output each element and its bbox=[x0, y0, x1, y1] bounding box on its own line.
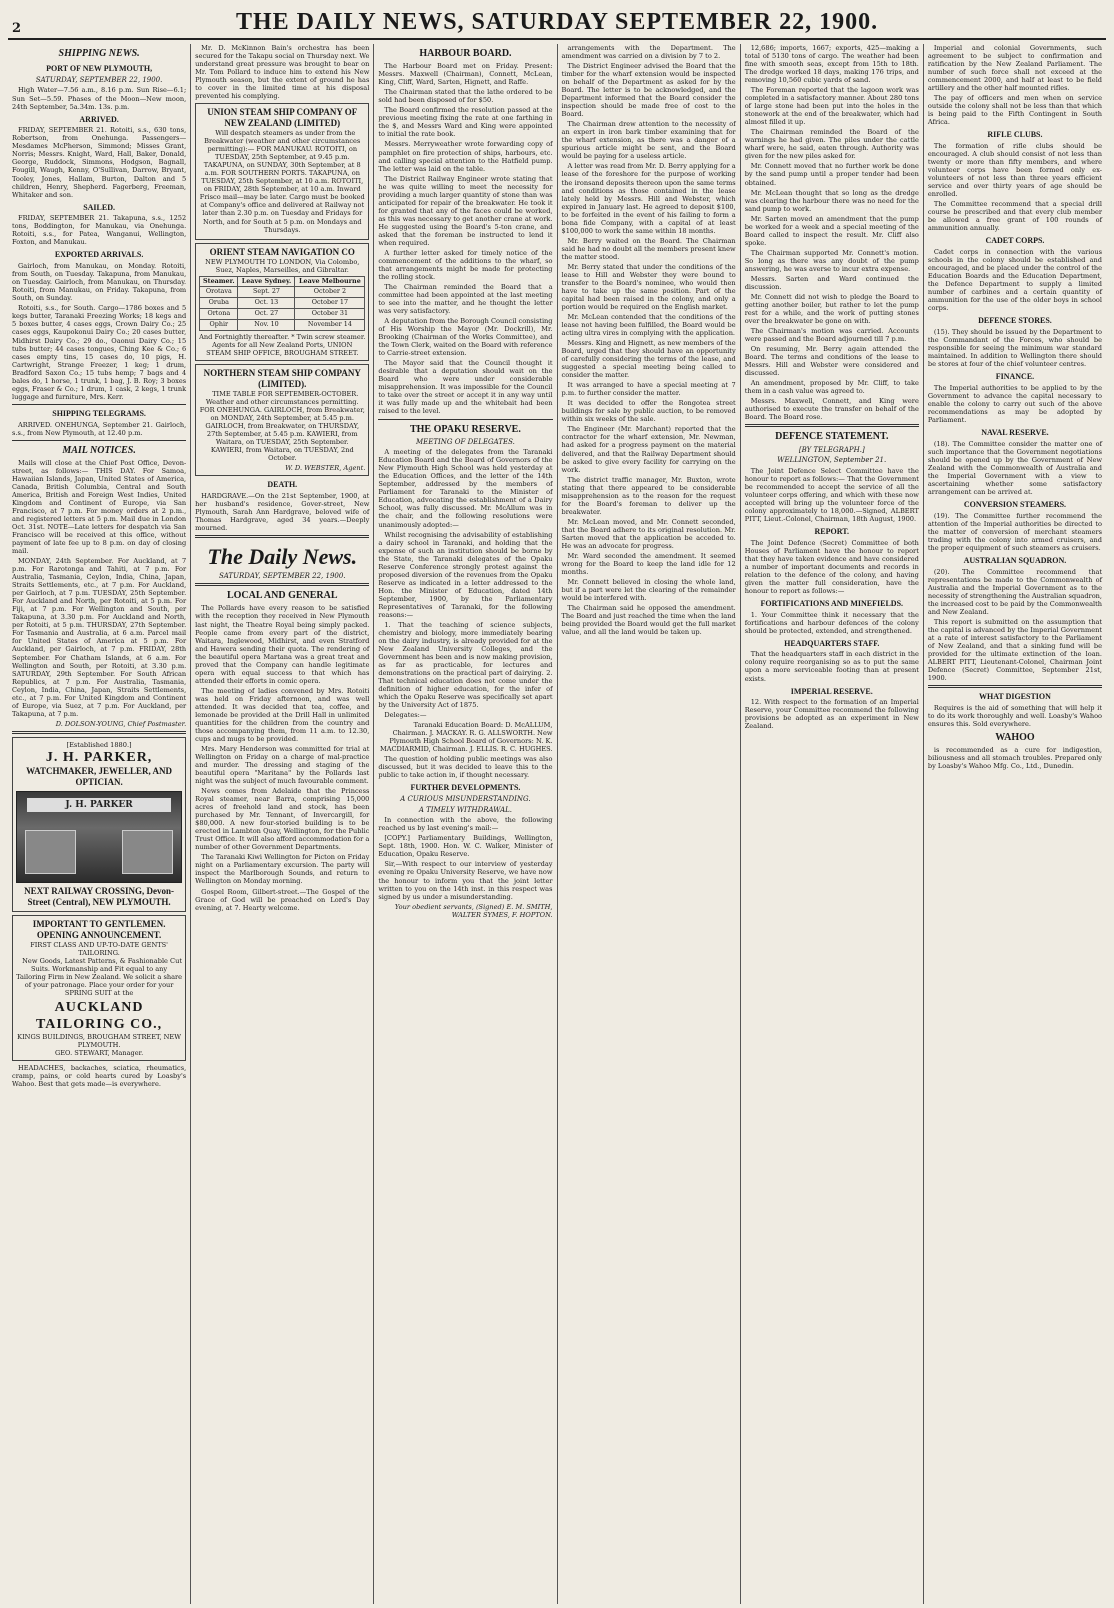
column-5 bbox=[740, 44, 923, 1604]
imperial-reserve-heading: IMPERIAL RESERVE. bbox=[790, 686, 873, 696]
table-cell: Nov. 10 bbox=[238, 319, 295, 330]
local-paragraph: The Pollards have every reason to be satisfied with the reception they received in New Plymouth last night, the Theatre Royal being simply packed. People came from every part of the district, Waitara, Inglewood, Midhirst, and even Stratford and Hawera sending their quota. The rendering of the beautiful opera Martana was a great treat and proved that the Company can handle legitimate opera with equal success to that which has attended their efforts in comic opera. bbox=[195, 604, 370, 685]
table-cell: Oct. 27 bbox=[238, 309, 295, 320]
union-text: Will despatch steamers as under from the Breakwater (weather and other circumstances permitting):— FOR MANUKAU. ROTOITI, on TUESDAY, 25th September, at 9.45 p.m. TAKAPUNA, on SUNDAY, 30th September, at 8 a.m. FOR SOUTHERN PORTS. TAKAPUNA, on TUESDAY, 25th September, at 10 a.m. ROTOITI, on FRIDAY, 28th September, at 10 a.m. Inward Frisco mail—may be later. Cargo must be booked at Company's office and delivered at Railway not later than 2.30 p.m. on Tuesday and Fridays for North, and for South at 5 p.m. on Mondays and Thursdays. bbox=[199, 129, 365, 234]
table-cell: Oct. 13 bbox=[238, 298, 295, 309]
table-cell: October 2 bbox=[295, 287, 365, 298]
table-row bbox=[200, 298, 365, 309]
report-heading: REPORT. bbox=[814, 526, 849, 536]
tailor-first-class: FIRST CLASS AND UP-TO-DATE GENTS' TAILORING. bbox=[30, 940, 168, 957]
shop-sign: J. H. PARKER bbox=[27, 798, 171, 812]
harbour-continued: arrangements with the Department. The amendment was carried on a division by 7 to 2. bbox=[561, 44, 736, 61]
orient-sailing-table bbox=[199, 276, 365, 331]
fortifications-paragraph: 1. Your Committee think it necessary that the fortifications and harbour defences of the colony should be protected, extended, and strengthened. bbox=[744, 610, 919, 635]
harbour-continued: Mr. McLean contended that the conditions of the lease not having been fulfilled, the Board would be acting ultra vires in complying with the application. bbox=[561, 313, 736, 338]
squadron-heading: AUSTRALIAN SQUADRON. bbox=[963, 556, 1067, 566]
shop-window-right bbox=[122, 830, 173, 874]
further-paragraph: Sir,—With respect to our interview of yesterday evening re Opaku University Reserve, we have now the honour to inform you that the joint letter written to you on the 14th inst. in this respect was signed by us under a misunderstanding. bbox=[378, 860, 553, 901]
defence-paragraph: The Joint Defence Select Committee have the honour to report as follows:— That the Government be recommended to accept the service of all the volunteer corps offering, and which with these now accepted will bring up the volunteer force of the colony approximately to 18,000.—Signed, ALBERT PITT, Lieut.-Colonel, Chairman, 18th August, 1900. bbox=[744, 466, 919, 523]
harbour-continued: An amendment, proposed by Mr. Cliff, to take them in a cash value was agreed to. bbox=[744, 379, 919, 396]
orient-subheading: NEW PLYMOUTH TO LONDON, Via Colombo, Suez, Naples, Marseilles, and Gibraltar. bbox=[205, 257, 360, 274]
northern-agent: W. D. WEBSTER, Agent. bbox=[285, 463, 366, 472]
harbour-paragraph: The Chairman stated that the lathe ordered to be sold had been disposed of for $50. bbox=[378, 88, 553, 105]
harbour-heading: HARBOUR BOARD. bbox=[419, 48, 512, 59]
table-header-row bbox=[200, 276, 365, 287]
local-paragraph: The meeting of ladies convened by Mrs. Rotoiti was held on Friday afternoon, and was well attended. It was decided that tea, coffee, and lemonade be provided at the Drill Hall in unlimited quantities for the children from the country and those accompanying them, from 11 a.m. to 12.30, cups and mugs to be provided. bbox=[195, 686, 370, 743]
harbour-continued: Mr. Connett did not wish to pledge the Board to getting another boiler, but rather to let the pump rest for a while, and the work of putting stones over the breakwater be gone on with. bbox=[744, 292, 919, 325]
telegrams-text: ARRIVED. ONEHUNGA, September 21. Gairloch, s.s., from New Plymouth, at 12.40 p.m. bbox=[12, 420, 187, 437]
column-4 bbox=[557, 44, 740, 1604]
cadet-corps-paragraph: Cadet corps in connection with the various schools in the colony should be established and encouraged, and be placed under the control of the Education Boards and the Education Department, the Defence Department to supply a limited number of carbines and a certain quantity of ammunition for the use of the older boys in school corps. bbox=[927, 248, 1103, 313]
tailor-name: AUCKLAND TAILORING CO., bbox=[36, 999, 163, 1032]
harbour-continued: The Chairman reminded the Board of the warnings he had given. The piles under the cattle wharf were, he said, eaten through. Authority was given for the new piles asked for. bbox=[744, 128, 919, 161]
tailor-body: New Goods, Latest Patterns, & Fashionable Cut Suits. Workmanship and Fit equal to any Tailoring Firm in New Zealand. We solicit a share of your patronage. Place your order for your SPRING SUIT at the bbox=[16, 956, 183, 997]
harbour-continued: Mr. Ward seconded the amendment. It seemed wrong for the Board to keep the land idle for 12 months. bbox=[561, 551, 736, 576]
conversion-paragraph: (19). The Committee further recommend the attention of the Imperial authorities be directed to the matter of conversion of merchant steamers trading with the colony into armed cruisers, and the proper equipment of such steamers as cruisers. bbox=[927, 511, 1103, 553]
finance-paragraph: The Imperial authorities to be applied to by the Government to advance the capital necessary to enable the colony to carry out such of the above recommendations as may be adopted by Parliament. bbox=[927, 384, 1103, 425]
letter-signatories: Your obedient servants, (Signed) E. M. SMITH, WALTER SYMES, F. HOPTON. bbox=[394, 902, 553, 919]
naval-reserve-heading: NAVAL RESERVE. bbox=[981, 428, 1049, 438]
tailor-manager: GEO. STEWART, Manager. bbox=[54, 1049, 144, 1058]
parker-trade: WATCHMAKER, JEWELLER, AND OPTICIAN. bbox=[26, 765, 173, 787]
telegrams-heading: SHIPPING TELEGRAMS. bbox=[52, 408, 146, 418]
table-row bbox=[200, 287, 365, 298]
harbour-continued: Mr. Sarten moved an amendment that the pump be worked for a week and a special meeting of the Board called to inspect the result. Mr. Cliff also spoke. bbox=[744, 214, 919, 247]
paper-title: The Daily News. bbox=[207, 543, 358, 569]
table-header: Leave Sydney. bbox=[238, 276, 295, 287]
local-paragraph: Mrs. Mary Henderson was committed for trial at Wellington on Friday on a charge of mal-practice and murder. The dressing and staging of the beautiful opera "Maritana" by the Pollards last night was the subject of much favourable comment. bbox=[195, 744, 370, 786]
delegates-list: Taranaki Education Board: D. McALLUM, Chairman. J. MACKAY. R. G. ALLSWORTH. New Plymouth High School Board of Governors: N. K. MACDIARMID, Chairman. J. ELLIS. R. C. HUGHES. bbox=[379, 721, 553, 754]
mail-text: Mails will close at the Chief Post Office, Devon-street, as follows:— THIS DAY. For Samoa, Hawaiian Islands, Japan, United States of America, Canada, British Columbia, Central and South America, British and Foreign West Indies, United Kingdom and Continent of Europe, via San Francisco, at 7 p.m. For money orders at 2 p.m., and registered letters at 5 p.m. Mail due in London Oct. 31st. NOTE—Late letters for despatch via San Francisco will be received at this office, without payment of late fee up to 8 p.m. on day of closing mail. bbox=[12, 458, 187, 556]
exports-text: Rotoiti, s.s., for South. Cargo—1786 boxes and 5 kegs butter, Taranaki Freezing Works; 18 kegs and 5 boxes butter, 4 cases eggs, Crown Dairy Co.; 25 cases eggs, Kaupokonui Dairy Co.; 20 cases butter, Midhirst Dairy Co.; 29 do., Oaonui Dairy Co.; 15 tubs butter; 44 cases tongues, Ching Kee & Co.; 6 cases empty tins, 15 cases do, 10 pigs, H. Cartwright, Strange Freezer, 1 keg; 1 drum, Bradford Saxon Co.; 15 tubs hemp; 7 bags and 4 bales do, 1 horse, 1 trunk, 1 bag, J. B. Roy; 3 boxes eggs, Fraser & Co.; 1 drum, 1 cask, 2 kegs, 1 trunk luggage and furniture, Mrs. Kerr. bbox=[12, 304, 187, 401]
harbour-continued: Mr. McLean thought that so long as the dredge was clearing the harbour there was no need for the sand pump to work. bbox=[744, 188, 919, 213]
opaku-paragraph: The question of holding public meetings was also discussed, but it was decided to leave this to the public to take action in, if thought necessary. bbox=[378, 755, 553, 780]
harbour-paragraph: The Chairman reminded the Board that a committee had been appointed at the last meeting to see into the matter, and he thought the letter was very satisfactory. bbox=[378, 283, 553, 316]
northern-text: TIME TABLE FOR SEPTEMBER-OCTOBER. Weather and other circumstances permitting. FOR ONEHUNGA. GAIRLOCH, from Breakwater, on MONDAY, 24th September, at 5.45 p.m. GAIRLOCH, from Breakwater, on THURSDAY, 27th September, at 5.45 p.m. KAWIERI, from Waitara, on TUESDAY, 25th September. KAWIERI, from Waitara, on TUESDAY, 2nd October. bbox=[199, 389, 365, 462]
harbour-paragraph: Messrs. Merryweather wrote forwarding copy of pamphlet on fire protection of ships, harbours, etc. and calling special attention to the Hatfield pump. The letter was laid on the table. bbox=[378, 140, 553, 173]
column-2 bbox=[190, 44, 373, 1604]
tailor-heading: IMPORTANT TO GENTLEMEN. bbox=[32, 918, 166, 929]
newspaper-title: THE DAILY NEWS, SATURDAY SEPTEMBER 22, 1900. bbox=[235, 9, 879, 35]
mail-heading: MAIL NOTICES. bbox=[62, 444, 136, 456]
northern-advert bbox=[195, 364, 369, 476]
table-cell: Ortona bbox=[200, 309, 238, 320]
opaku-paragraph: Whilst recognising the advisability of establishing a dairy school in Taranaki, and holding that the expense of such an institution should be borne by the State, the Taranaki delegates of the Opaku Reserve Conference strongly protest against the proposed diversion of the revenues from the Opaku Reserve as indicated in a letter addressed to the Hon. the Minister of Education, dated 14th September, 1900, by the Parliamentary Representatives of Taranaki, for the following reasons:— bbox=[378, 530, 553, 619]
tailor-advert bbox=[12, 915, 186, 1061]
local-paragraph: News comes from Adelaide that the Princess Royal steamer, near Barra, comprising 15,000 acres of freehold land and stock, has been purchased by Mr. Tennant, of Invercargill, for $80,000. A new four-storied building is to be erected in Lambton Quay, Wellington, for the Public Trust Office. It will also afford accommodation for a number of other Government Departments. bbox=[195, 787, 370, 852]
table-header: Leave Melbourne bbox=[295, 276, 365, 287]
defence-stores-paragraph: (15). They should be issued by the Department to the Commandant of the Forces, who should be responsible for seeing the minimum war standard maintained. In addition to Wellington there should be stores at four of the chief volunteer centres. bbox=[927, 328, 1103, 369]
masthead bbox=[8, 6, 1106, 40]
misunderstanding-heading: A CURIOUS MISUNDERSTANDING. bbox=[400, 795, 531, 804]
harbour-continued: On resuming, Mr. Berry again attended the Board. The terms and conditions of the lease to Messrs. Hill and Webster were considered and discussed. bbox=[744, 345, 919, 378]
wahoo-paragraph: Requires is the aid of something that will help it to do its work thoroughly and well. Loasby's Wahoo ensures this. Sold everywhere. bbox=[927, 704, 1103, 729]
mail-times: MONDAY, 24th September. For Auckland, at 7 p.m. For Rarotonga and Tahiti, at 7 p.m. For Australia, Tasmania, Ceylon, India, China, Japan, Straits Settlements, etc., at 7 p.m. For Auckland, per Gairloch, at 7 p.m. TUESDAY, 25th September. For Auckland and North, per Rotoiti, at 5 p.m. For Fiji, at 7 p.m. For Wellington and South, per Takapuna, at 3.30 p.m. For Auckland and North, per Rotoiti, at 5 p.m. THURSDAY, 27th September. For Tasmania and Australia, at 6 a.m. Parcel mail for United States of America at 5 p.m. For Auckland, per Gairloch, at 7 p.m. FRIDAY, 28th September. For Chatham Islands, at 6 a.m. For Wellington and South, per Rotoiti, at 3.30 p.m. SATURDAY, 29th September. For South African Republics, at 7 p.m. For Australia, Tasmania, Ceylon, India, China, Japan, Straits Settlements, etc., at 7 p.m. For United Kingdom and Continent of Europe, via Suez, at 7 p.m. For Auckland, per Takapuna, at 7 p.m. bbox=[12, 557, 187, 718]
death-heading: DEATH. bbox=[267, 480, 298, 489]
defence-continued: The pay of officers and men when on service outside the colony shall not be less than that which is being paid to the Fifth Contingent in South Africa. bbox=[927, 94, 1103, 127]
page-number: 2 bbox=[12, 21, 22, 36]
parker-name: J. H. PARKER, bbox=[45, 749, 153, 765]
table-cell: Orotava bbox=[200, 287, 238, 298]
northern-heading: NORTHERN STEAM SHIP COMPANY (LIMITED). bbox=[203, 367, 361, 389]
cadet-corps-heading: CADET CORPS. bbox=[985, 236, 1045, 246]
columns bbox=[8, 44, 1106, 1604]
orient-advert bbox=[195, 243, 369, 361]
opaku-heading: THE OPAKU RESERVE. bbox=[409, 423, 521, 435]
opaku-subheading: MEETING OF DELEGATES. bbox=[415, 437, 515, 446]
withdrawal-heading: A TIMELY WITHDRAWAL. bbox=[418, 805, 513, 814]
harbour-continued: The Chairman's motion was carried. Accounts were passed and the Board adjourned till 7 p.m. bbox=[744, 327, 919, 344]
harbour-continued: Mr. McLean moved, and Mr. Connett seconded, that the Board adhere to its original resolution. Mr. Sarten moved that the application be acceded to. He was an advocate for progress. bbox=[561, 517, 736, 550]
local-paragraph: The Taranaki Kiwi Wellington for Picton on Friday night on a Parliamentary excursion. The party will inspect the Marlborough Sounds, and return to Wellington on Monday morning. bbox=[195, 853, 370, 886]
parker-advert bbox=[12, 737, 186, 912]
wahoo-heading: WHAT DIGESTION bbox=[978, 692, 1051, 702]
wahoo-paragraph: is recommended as a cure for indigestion, biliousness and all stomach troubles. Prepared only by Loasby's Wahoo Mfg. Co., Ltd., Dunedin. bbox=[927, 746, 1103, 771]
harbour-continued: Mr. Connett moved that no further work be done by the sand pump until a proper tender had been obtained. bbox=[744, 162, 919, 187]
column-3 bbox=[373, 44, 556, 1604]
harbour-continued: The Engineer (Mr. Marchant) reported that the contractor for the wharf extension, Mr. Newman, had asked for a progress payment on the material delivered, and that the Railway Department should be asked to give every facility for carrying on the work. bbox=[561, 425, 736, 474]
arrived-heading: ARRIVED. bbox=[79, 114, 119, 124]
harbour-continued: The District Engineer advised the Board that the timber for the wharf extension would be inspected on behalf of the Department as asked for by the Board. The letter is to be acknowledged, and the Department informed that the Board consider the inspection should be made free of cost to the Board. bbox=[561, 62, 736, 119]
conversion-heading: CONVERSION STEAMERS. bbox=[963, 500, 1067, 510]
report-paragraph: The Joint Defence (Secret) Committee of both Houses of Parliament have the honour to report that they have taken evidence and have considered a number of important documents and records in relation to the defence of the colony, and having given the matter full consideration, have the honour to report as follows:— bbox=[744, 538, 919, 595]
local-heading: LOCAL AND GENERAL bbox=[226, 590, 338, 602]
union-heading: UNION STEAM SHIP COMPANY OF NEW ZEALAND (LIMITED) bbox=[207, 107, 358, 129]
table-row bbox=[200, 309, 365, 320]
shopfront-illustration bbox=[16, 791, 182, 883]
squadron-paragraph: This report is submitted on the assumption that the capital is advanced by the Imperial Government at a rate of interest satisfactory to the Parliament of New Zealand, and that a sinking fund will be provided for the ultimate extinction of the loan. ALBERT PITT, Lieutenant-Colonel, Chairman Joint Defence (Secret) Committee, September 21st, 1900. bbox=[927, 618, 1103, 683]
table-cell: October 31 bbox=[295, 309, 365, 320]
harbour-continued: The Chairman drew attention to the necessity of an expert in iron bark timber examining that for the wharf extension, as there was a danger of a spurious article might be sent, and the Board would be paying for a useless article. bbox=[561, 120, 736, 161]
further-paragraph: In connection with the above, the following reached us by last evening's mail:— bbox=[378, 816, 553, 833]
harbour-continued: Mr. Berry stated that under the conditions of the lease to Hill and Webster they were bound to transfer to the Board's nominee, who would then have to take up the same position. Part of the capital had been raised in the colony, and only a portion would be required on the English market. bbox=[561, 262, 736, 311]
column-1 bbox=[8, 44, 190, 1604]
harbour-continued: It was arranged to have a special meeting at 7 p.m. to further consider the matter. bbox=[561, 381, 736, 398]
rifle-clubs-paragraph: The Committee recommend that a special drill course be prescribed and that every club member be allowed a free grant of 100 rounds of ammunition annually. bbox=[927, 200, 1103, 233]
headquarters-heading: HEADQUARTERS STAFF. bbox=[784, 638, 880, 648]
table-cell: October 17 bbox=[295, 298, 365, 309]
rifle-clubs-paragraph: The formation of rifle clubs should be encouraged. A club should consist of not less than twenty or more than fifty members, and where volunteer corps have been formed only ex-volunteers of not less than three years efficient service and over thirty years of age should be enrolled. bbox=[927, 142, 1103, 199]
shop-window-left bbox=[25, 830, 76, 874]
expected-heading: EXPORTED ARRIVALS. bbox=[54, 250, 144, 260]
harbour-continued: Mr. Berry waited on the Board. The Chairman said he had no doubt all the members present knew the matter stood. bbox=[561, 236, 736, 261]
tailor-address: KINGS BUILDINGS, BROUGHAM STREET, NEW PLYMOUTH. bbox=[17, 1033, 182, 1050]
headache-advert: HEADACHES, backaches, sciatica, rheumatics, cramp, pains, or cold hearts cured by Loasby's Wahoo. Best that gets made—is everywhere. bbox=[12, 1064, 187, 1089]
table-cell: Oruba bbox=[200, 298, 238, 309]
table-cell: Ophir bbox=[200, 319, 238, 330]
orient-note: And Fortnightly thereafter. * Twin screw steamer. Agents for all New Zealand Ports, UNION STEAM SHIP OFFICE, BROUGHAM STREET. bbox=[199, 332, 366, 357]
defence-stores-heading: DEFENCE STORES. bbox=[978, 316, 1052, 326]
defence-telegraph: [BY TELEGRAPH.] bbox=[798, 445, 865, 454]
column-6 bbox=[923, 44, 1106, 1604]
parker-established: [Established 1880.] bbox=[66, 740, 132, 749]
orchestra-paragraph: Mr. D. McKinnon Bain's orchestra has been secured for the Takapu social on Thursday next. We understand great pressure was brought to bear on Mr. Tom Pollard to induce him to extend his New Plymouth season, but the extent of ground he has to cover in the limited time at his disposal prevented his complying. bbox=[195, 44, 370, 101]
paper-date: SATURDAY, SEPTEMBER 22, 1900. bbox=[218, 571, 346, 580]
defence-heading: DEFENCE STATEMENT. bbox=[775, 431, 889, 443]
union-steam-advert bbox=[195, 103, 369, 239]
expected-text: Gairloch, from Manukau, on Monday. Rotoiti, from South, on Tuesday. Takapuna, from Manukau, on Tuesday. Gairloch, from Manukau, on Thursday. Rotoiti, from Manukau, on Friday. Takapuna, from South, on Sunday. bbox=[12, 262, 187, 303]
opaku-paragraph: A meeting of the delegates from the Taranaki Education Board and the Board of Governors of the New Plymouth High School was held yesterday at the Education Offices, and the letter of the 14th September, addressed by the members of Parliament for Taranaki to the Minister of Education, advocating the establishment of a Dairy School, was fully discussed. Mr. McAllum was in the chair, and the following resolutions were unanimously adopted:— bbox=[378, 448, 553, 529]
naval-reserve-paragraph: (18). The Committee consider the matter one of such importance that the Government negotiations should be opened up by the Government of New Zealand with the Commonwealth of Australia and the Imperial Government with a view to ascertaining whether some satisfactory arrangement can be arrived at. bbox=[927, 439, 1103, 497]
table-row bbox=[200, 319, 365, 330]
parker-address: NEXT RAILWAY CROSSING, Devon-Street (Central), NEW PLYMOUTH. bbox=[24, 885, 175, 907]
imperial-reserve-paragraph: 12. With respect to the formation of an Imperial Reserve, your Committee recommend the following provisions be adopted as an experiment in New Zealand. bbox=[744, 698, 919, 731]
sailed-heading: SAILED. bbox=[83, 202, 115, 212]
harbour-paragraph: The District Railway Engineer wrote stating that he was quite willing to meet the necessity for providing a much larger quantity of stone than was anticipated for repair of the breakwater. He took it for granted that any of the faces could be worked, as this was necessary to get another crane at work. He suggested using the Board's 5-ton crane, and asked that the foreman be instructed to lend it when required. bbox=[378, 174, 553, 247]
opaku-paragraph: 1. That the teaching of science subjects, chemistry and biology, more immediately bearing on the dairy industry, is already provided for at the New Zealand University Colleges, and the Government has been and is now making provision, as far as practicable, for lectures and demonstrations on the practical part of dairying. 2. That technical education does not come under the definition of higher education, for the infer of which the Opaku Reserve was specifically set apart by the University Act of 1875. bbox=[378, 620, 553, 710]
further-heading: FURTHER DEVELOPMENTS. bbox=[410, 783, 521, 793]
harbour-paragraph: A further letter asked for timely notice of the commencement of the additions to the wharf, so that arrangements might be made for protecting the rolling stock. bbox=[378, 248, 553, 281]
port-heading: PORT OF NEW PLYMOUTH, bbox=[46, 64, 153, 74]
shipping-heading: SHIPPING NEWS. bbox=[58, 48, 140, 59]
shipping-date: SATURDAY, SEPTEMBER 22, 1900. bbox=[35, 75, 163, 84]
fortifications-heading: FORTIFICATIONS AND MINEFIELDS. bbox=[760, 598, 904, 608]
harbour-continued: The district traffic manager, Mr. Buxton, wrote stating that there appeared to be considerable misapprehension as to the reason for the request for the Board's foreman to deliver up the breakwater. bbox=[561, 475, 736, 516]
harbour-continued: It was decided to offer the Rongotea street buildings for sale by public auction, to be removed within six weeks of the sale. bbox=[561, 399, 736, 424]
harbour-continued: 12,686; imports, 1667; exports, 425—making a total of 5130 tons of cargo. The weather had been fine with smooth seas, except from 15th to 18th. The dredge worked 18 days, making 176 trips, and removing 10,560 cubic yards of sand. bbox=[744, 44, 919, 85]
harbour-continued: A letter was read from Mr. D. Berry applying for a lease of the foreshore for the purpose of working the ironsand deposits thereon upon the same terms and conditions as those contained in the lease lately held by Messrs. Hill and Webster, which expired in January last. He agreed to deposit $100, to be forfeited in the event of his failing to form a bona fide Company, with a capital of at least $100,000 to work the same within 18 months. bbox=[561, 162, 736, 235]
table-cell: Sept. 27 bbox=[238, 287, 295, 298]
harbour-continued: Messrs. Sarten and Ward continued the discussion. bbox=[744, 274, 919, 291]
defence-continued: Imperial and colonial Governments, such agreement to be subject to confirmation and ratification by the New Zealand Parliament. The number of such force shall not exceed at the commencement 2000, and half at least to be field artillery and the other half mounted rifles. bbox=[927, 44, 1103, 93]
tides: High Water—7.56 a.m., 8.16 p.m. Sun Rise—6.1; Sun Set—5.59. Phases of the Moon—New moon, 24th September, 5a.34m. 13s. p.m. bbox=[12, 86, 187, 111]
local-paragraph: Gospel Room, Gilbert-street.—The Gospel of the Grace of God will be preached on Lord's Day evening, at 7. Hearty welcome. bbox=[195, 887, 370, 912]
tailor-opening: OPENING ANNOUNCEMENT. bbox=[36, 929, 162, 940]
copy-letter-header: [COPY.] Parliamentary Buildings, Wellington, Sept. 18th, 1900. Hon. W. C. Walker, Minister of Education, Opaku Reserve. bbox=[378, 834, 553, 859]
headquarters-paragraph: That the headquarters staff in each district in the colony require reorganising so as to put the same upon a more serviceable footing than at present exists. bbox=[744, 650, 919, 683]
arrived-text: FRIDAY, SEPTEMBER 21. Rotoiti, s.s., 630 tons, Robertson, from Onehunga. Passengers—Mesdames McPherson, Simmond; Misses Grant, Norris; Messrs. Knight, Ward, Hall, Baker, Donald, George, Ruddock, Simmons, Hodgson, Bagnall, Fougill, Waugh, Kenny, O'Sullivan, Darrow, Bryant, Tooley, Jones, Hallam, Burton, Dalton and 5 children, Henry, Shepherd. Fagerberg, Freeman, Whitaker and son. bbox=[12, 126, 187, 199]
squadron-paragraph: (20). The Committee recommend that representations be made to the Commonwealth of Australia and the Imperial Government as to the necessity of strengthening the Australian squadron, the increased cost to be paid by the Commonwealth and New Zealand. bbox=[927, 567, 1103, 616]
table-header: Steamer. bbox=[200, 276, 238, 287]
delegates-heading: Delegates:— bbox=[384, 711, 427, 720]
harbour-continued: The Chairman said he opposed the amendment. The Board and just reached the time when the land being provided the Board would get the full market value, and all the land would be taken up. bbox=[561, 604, 736, 637]
rifle-clubs-heading: RIFLE CLUBS. bbox=[987, 130, 1043, 140]
harbour-continued: The Chairman supported Mr. Connett's motion. So long as there was any doubt of the pump answering, he was averse to incur extra expense. bbox=[744, 248, 919, 273]
harbour-continued: Messrs. King and Hignett, as new members of the Board, urged that they should have an opportunity of carefully considering the terms of the lease, and suggested a special meeting being called to consider the matter. bbox=[561, 339, 736, 380]
harbour-paragraph: The Board confirmed the resolution passed at the previous meeting fixing the rate at one farthing in the $, and Messrs Ward and King were appointed to initial the rate book. bbox=[378, 106, 553, 139]
harbour-paragraph: The Harbour Board met on Friday. Present: Messrs. Maxwell (Chairman), Connett, McLean, King, Cliff, Ward, Sarten, Hignett, and Raffe. bbox=[378, 62, 553, 87]
harbour-continued: The Foreman reported that the lagoon work was completed in a satisfactory manner. About 280 tons of large stone had been put into the holes in the stonework at the end of the breakwater, which had almost filled it up. bbox=[744, 86, 919, 127]
defence-dateline: WELLINGTON, September 21. bbox=[777, 456, 887, 465]
table-cell: November 14 bbox=[295, 319, 365, 330]
harbour-paragraph: The Mayor said that the Council thought it desirable that a deputation should wait on the Board who were under considerable misapprehension. It was impossible for the Council to take over the street or accept it in any way until it was fully made up and the whitebait had been raised to the level. bbox=[378, 359, 553, 416]
harbour-continued: Mr. Connett believed in closing the whole land, but if a part were let the clearing of the remainder would be interfered with. bbox=[561, 577, 736, 603]
sailed-text: FRIDAY, SEPTEMBER 21. Takapuna, s.s., 1252 tons, Boddington, for Manukau, via Onehunga. Rotoiti, s.s., for Patea, Wanganui, Wellington, Foxton, and Manukau. bbox=[12, 214, 187, 247]
finance-heading: FINANCE. bbox=[995, 372, 1035, 382]
death-notice: HARDGRAVE.—On the 21st September, 1900, at her husband's residence, Gover-street, New Plymouth, Sarah Ann Hardgrave, beloved wife of Thomas Hardgrave, aged 34 years.—Deeply mourned. bbox=[195, 491, 370, 532]
harbour-continued: Messrs. Maxwell, Connett, and King were authorised to execute the transfer on behalf of the Board. The Board rose. bbox=[744, 397, 919, 422]
wahoo-name: WAHOO bbox=[995, 732, 1035, 744]
orient-heading: ORIENT STEAM NAVIGATION CO bbox=[209, 246, 355, 257]
harbour-paragraph: A deputation from the Borough Council consisting of His Worship the Mayor (Mr. Dockrill), Mr. Brooking (Chairman of the Works Committee), and the Town Clerk, waited on the Board with reference to Carrie-street extension. bbox=[378, 317, 553, 358]
postmaster: D. DOLSON-YOUNG, Chief Postmaster. bbox=[55, 719, 187, 728]
